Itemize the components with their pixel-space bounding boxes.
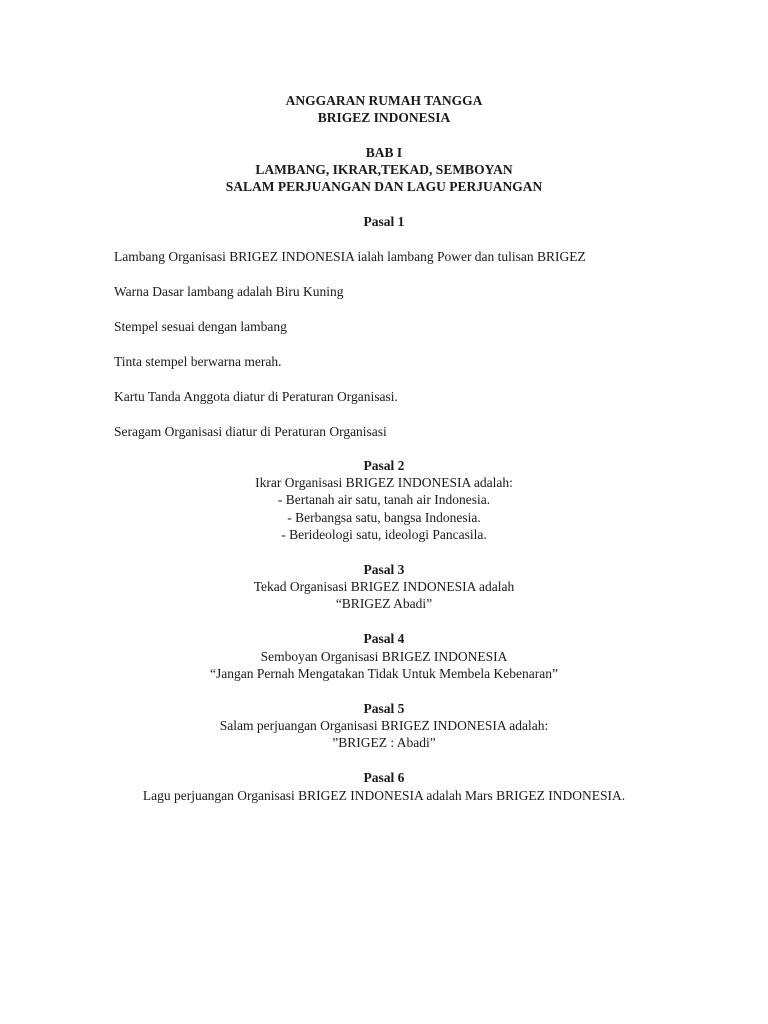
document-title-line-1: ANGGARAN RUMAH TANGGA [285, 93, 483, 108]
pasal-1-paragraph: Kartu Tanda Anggota diatur di Peraturan Organisasi. [114, 389, 398, 404]
pasal-1-paragraph: Lambang Organisasi BRIGEZ INDONESIA ialah lambang Power dan tulisan BRIGEZ [114, 249, 586, 264]
pasal-3-line: “BRIGEZ Abadi” [335, 596, 433, 611]
pasal-2-line: - Bertanah air satu, tanah air Indonesia. [277, 492, 491, 507]
pasal-1-paragraph: Warna Dasar lambang adalah Biru Kuning [114, 284, 344, 299]
document-title-line-2: BRIGEZ INDONESIA [317, 110, 451, 125]
pasal-5-line: ”BRIGEZ : Abadi” [332, 735, 436, 750]
pasal-5-line: Salam perjuangan Organisasi BRIGEZ INDONESIA adalah: [219, 718, 549, 733]
pasal-2-line: - Berideologi satu, ideologi Pancasila. [281, 527, 487, 542]
pasal-4-line: “Jangan Pernah Mengatakan Tidak Untuk Membela Kebenaran” [210, 666, 558, 681]
pasal-5-heading: Pasal 5 [363, 701, 405, 716]
pasal-2-line: Ikrar Organisasi BRIGEZ INDONESIA adalah: [255, 475, 513, 490]
pasal-1-paragraph: Tinta stempel berwarna merah. [114, 354, 282, 369]
pasal-2-line: - Berbangsa satu, bangsa Indonesia. [287, 510, 481, 525]
pasal-1-paragraph: Stempel sesuai dengan lambang [114, 319, 287, 334]
chapter-number: BAB I [365, 145, 403, 160]
pasal-2-heading: Pasal 2 [363, 458, 405, 473]
pasal-1-paragraph: Seragam Organisasi diatur di Peraturan Organisasi [114, 424, 387, 439]
pasal-3-line: Tekad Organisasi BRIGEZ INDONESIA adalah [253, 579, 515, 594]
chapter-title-line-1: LAMBANG, IKRAR,TEKAD, SEMBOYAN [255, 162, 513, 177]
pasal-4-heading: Pasal 4 [363, 631, 405, 646]
chapter-title-line-2: SALAM PERJUANGAN DAN LAGU PERJUANGAN [225, 179, 543, 194]
pasal-1-heading: Pasal 1 [363, 214, 405, 229]
pasal-6-heading: Pasal 6 [363, 770, 405, 785]
pasal-3-heading: Pasal 3 [363, 562, 405, 577]
pasal-4-line: Semboyan Organisasi BRIGEZ INDONESIA [260, 649, 508, 664]
pasal-6-line: Lagu perjuangan Organisasi BRIGEZ INDONESIA adalah Mars BRIGEZ INDONESIA. [142, 788, 626, 803]
